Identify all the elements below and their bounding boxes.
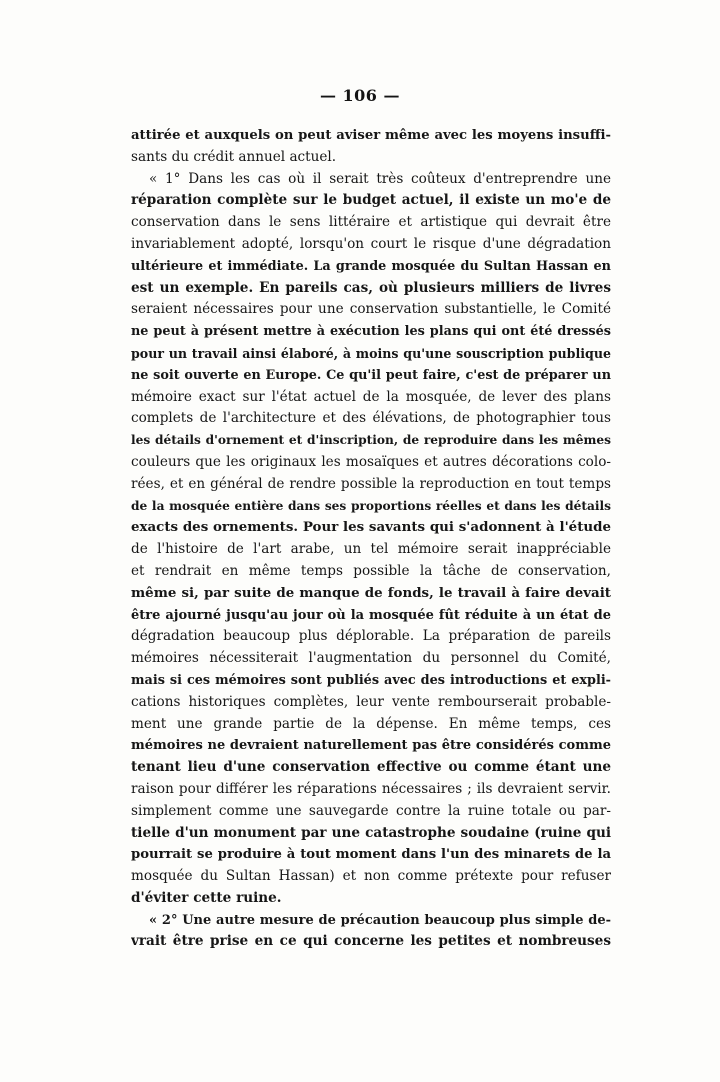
text-line: rées, et en général de rendre possible la reproduction en tout temps xyxy=(131,475,611,492)
text-line: les détails d'ornement et d'inscription, de reproduire dans les mêmes xyxy=(131,433,611,448)
text-line: complets de l'architecture et des élévations, de photographier tous xyxy=(131,410,611,427)
text-line: dégradation beaucoup plus déplorable. La préparation de pareils xyxy=(131,628,611,645)
text-line: est un exemple. En pareils cas, où plusieurs milliers de livres xyxy=(131,279,611,296)
text-line: mémoire exact sur l'état actuel de la mosquée, de lever des plans xyxy=(131,388,611,405)
text-line: exacts des ornements. Pour les savants qui s'adonnent à l'étude xyxy=(131,519,611,536)
text-line: vrait être prise en ce qui concerne les petites et nombreuses xyxy=(131,933,611,950)
text-line: « 2° Une autre mesure de précaution beaucoup plus simple de- xyxy=(149,912,611,928)
text-line: pour un travail ainsi élaboré, à moins qu'une souscription publique xyxy=(131,345,611,361)
text-line: conservation dans le sens littéraire et artistique qui devrait être xyxy=(131,214,611,231)
text-line: réparation complète sur le budget actuel, il existe un mo'e de xyxy=(131,192,611,209)
text-line: ultérieure et immédiate. La grande mosquée du Sultan Hassan en xyxy=(131,258,611,274)
text-line: simplement comme une sauvegarde contre la ruine totale ou par- xyxy=(131,802,611,819)
text-line: mais si ces mémoires sont publiés avec des introductions et expli- xyxy=(131,672,611,688)
text-line: de la mosquée entière dans ses proportions réelles et dans les détails xyxy=(131,498,611,513)
text-line: couleurs que les originaux les mosaïques et autres décorations colo- xyxy=(131,453,611,470)
text-line: être ajourné jusqu'au jour où la mosquée fût réduite à un état de xyxy=(131,607,611,623)
text-line: mosquée du Sultan Hassan) et non comme prétexte pour refuser xyxy=(131,868,611,885)
text-line: « 1° Dans les cas où il serait très coûteux d'entreprendre une xyxy=(149,170,611,187)
text-line: invariablement adopté, lorsqu'on court le risque d'une dégradation xyxy=(131,235,611,252)
text-line: seraient nécessaires pour une conservation substantielle, le Comité xyxy=(131,301,611,318)
text-line: ne soit ouverte en Europe. Ce qu'il peut faire, c'est de préparer un xyxy=(131,367,611,383)
text-line: mémoires ne devraient naturellement pas être considérés comme xyxy=(131,738,611,754)
text-line: même si, par suite de manque de fonds, le travail à faire devait xyxy=(131,584,611,601)
text-line: ment une grande partie de la dépense. En même temps, ces xyxy=(131,715,611,732)
text-line: de l'histoire de l'art arabe, un tel mémoire serait inappréciable xyxy=(131,541,611,558)
text-line: sants du crédit annuel actuel. xyxy=(131,148,337,165)
text-line: ne peut à présent mettre à exécution les plans qui ont été dressés xyxy=(131,324,611,340)
text-line: et rendrait en même temps possible la tâche de conservation, xyxy=(131,562,611,579)
text-line: tenant lieu d'une conservation effective ou comme étant une xyxy=(131,759,611,776)
page-number: — 106 — xyxy=(319,86,401,105)
text-line: cations historiques complètes, leur vente rembourserait probable- xyxy=(131,693,611,710)
text-line: d'éviter cette ruine. xyxy=(131,889,282,906)
text-line: tielle d'un monument par une catastrophe soudaine (ruine qui xyxy=(131,824,611,841)
text-line: raison pour différer les réparations nécessaires ; ils devraient servir. xyxy=(131,780,611,797)
body-text xyxy=(131,125,611,953)
text-line: mémoires nécessiterait l'augmentation du personnel du Comité, xyxy=(131,650,611,667)
text-line: attirée et auxquels on peut aviser même avec les moyens insuffi- xyxy=(131,128,611,143)
text-line: pourrait se produire à tout moment dans l'un des minarets de la xyxy=(131,847,611,863)
